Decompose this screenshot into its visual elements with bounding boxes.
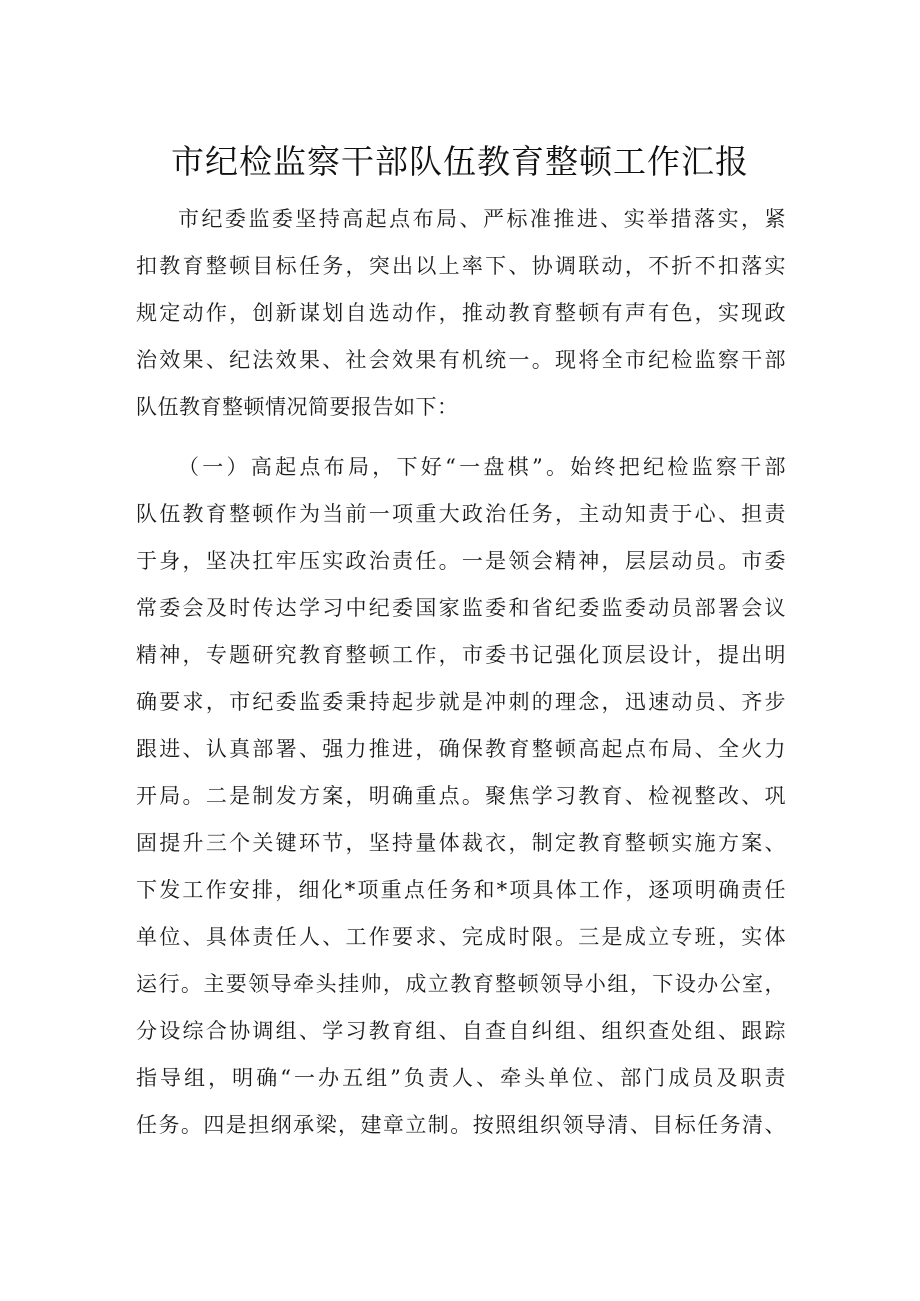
text-line: 于身，坚决扛牢压实政治责任。一是领会精神，层层动员。市委 bbox=[136, 549, 786, 573]
text-line: 指导组，明确“一办五组”负责人、牵头单位、部门成员及职责 bbox=[136, 1066, 786, 1090]
text-line: 治效果、纪法效果、社会效果有机统一。现将全市纪检监察干部 bbox=[136, 348, 786, 372]
text-line: 开局。二是制发方案，明确重点。聚焦学习教育、检视整改、巩 bbox=[136, 784, 786, 808]
text-line: 单位、具体责任人、工作要求、完成时限。三是成立专班，实体 bbox=[136, 925, 786, 949]
paragraph-intro bbox=[136, 196, 786, 431]
text-line: 任务。四是担纲承梁，建章立制。按照组织领导清、目标任务清、 bbox=[136, 1113, 786, 1137]
text-line: 常委会及时传达学习中纪委国家监委和省纪委监委动员部署会议 bbox=[136, 596, 786, 620]
text-line: 分设综合协调组、学习教育组、自查自纠组、组织查处组、跟踪 bbox=[136, 1019, 786, 1043]
text-line: 下发工作安排，细化*项重点任务和*项具体工作，逐项明确责任 bbox=[136, 878, 786, 902]
text-line: 市纪委监委坚持高起点布局、严标准推进、实举措落实，紧 bbox=[178, 207, 786, 231]
text-line: 扣教育整顿目标任务，突出以上率下、协调联动，不折不扣落实 bbox=[136, 254, 786, 278]
paragraph-section-one bbox=[136, 444, 786, 1149]
text-line: 精神，专题研究教育整顿工作，市委书记强化顶层设计，提出明 bbox=[136, 643, 786, 667]
document-title: 市纪检监察干部队伍教育整顿工作汇报 bbox=[171, 142, 749, 181]
text-line: 固提升三个关键环节，坚持量体裁衣，制定教育整顿实施方案、 bbox=[136, 831, 786, 855]
text-line: 跟进、认真部署、强力推进，确保教育整顿高起点布局、全火力 bbox=[136, 737, 786, 761]
text-line: 规定动作，创新谋划自选动作，推动教育整顿有声有色，实现政 bbox=[136, 301, 786, 325]
text-line: 运行。主要领导牵头挂帅，成立教育整顿领导小组，下设办公室， bbox=[136, 972, 786, 996]
text-line: 确要求，市纪委监委秉持起步就是冲刺的理念，迅速动员、齐步 bbox=[136, 690, 786, 714]
text-line: （一）高起点布局，下好“一盘棋”。始终把纪检监察干部 bbox=[178, 455, 786, 479]
text-line: 队伍教育整顿情况简要报告如下： bbox=[136, 395, 459, 419]
text-line: 队伍教育整顿作为当前一项重大政治任务，主动知责于心、担责 bbox=[136, 502, 786, 526]
